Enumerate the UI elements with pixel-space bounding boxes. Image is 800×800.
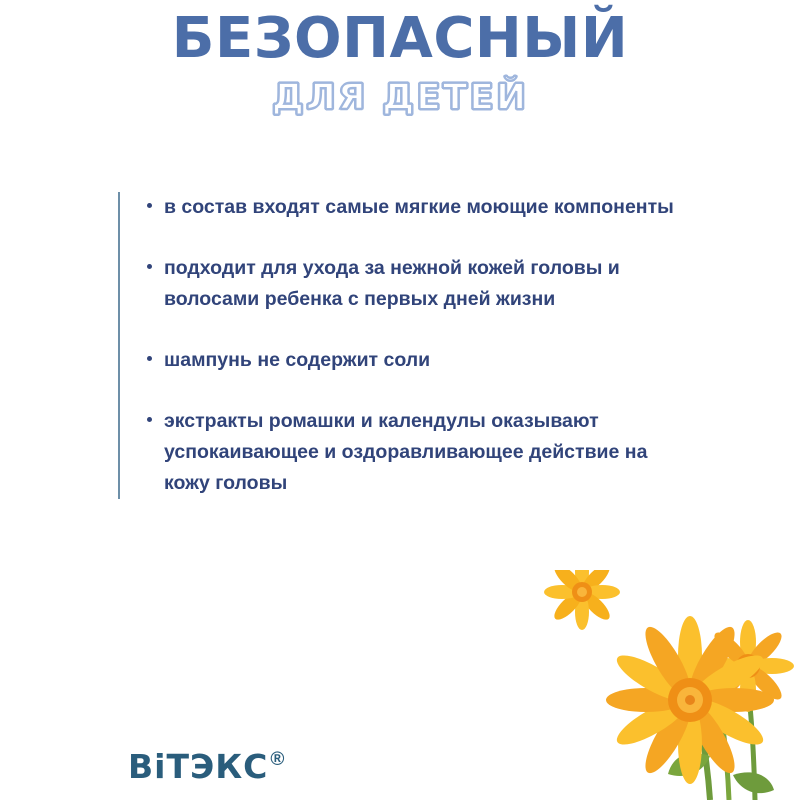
heading-block (0, 8, 800, 118)
list-item (142, 253, 718, 315)
bullet-dot-icon (142, 417, 156, 422)
list-item (142, 406, 718, 499)
bullet-dot-icon (142, 203, 156, 208)
list-item (142, 345, 718, 376)
feature-list (118, 192, 718, 499)
page-title: БЕЗОПАСНЫЙ (171, 6, 629, 71)
page-subtitle: ДЛЯ ДЕТЕЙ (271, 77, 529, 118)
list-item-label: шампунь не содержит соли (164, 349, 431, 371)
registered-trademark-symbol: ® (270, 749, 285, 770)
list-item (142, 192, 718, 223)
brand-name: ВiТЭКС (128, 747, 269, 786)
list-item-label: экстракты ромашки и календулы оказывают успокаивающее и оздоравливающее действие на кожу головы (164, 410, 648, 494)
calendula-flowers-illustration (490, 570, 800, 800)
brand-logo (128, 747, 284, 786)
list-item-label: подходит для ухода за нежной кожей головы и волосами ребенка с первых дней жизни (164, 257, 620, 310)
bullet-dot-icon (142, 264, 156, 269)
list-item-label: в состав входят самые мягкие моющие компоненты (164, 196, 674, 218)
bullet-dot-icon (142, 356, 156, 361)
